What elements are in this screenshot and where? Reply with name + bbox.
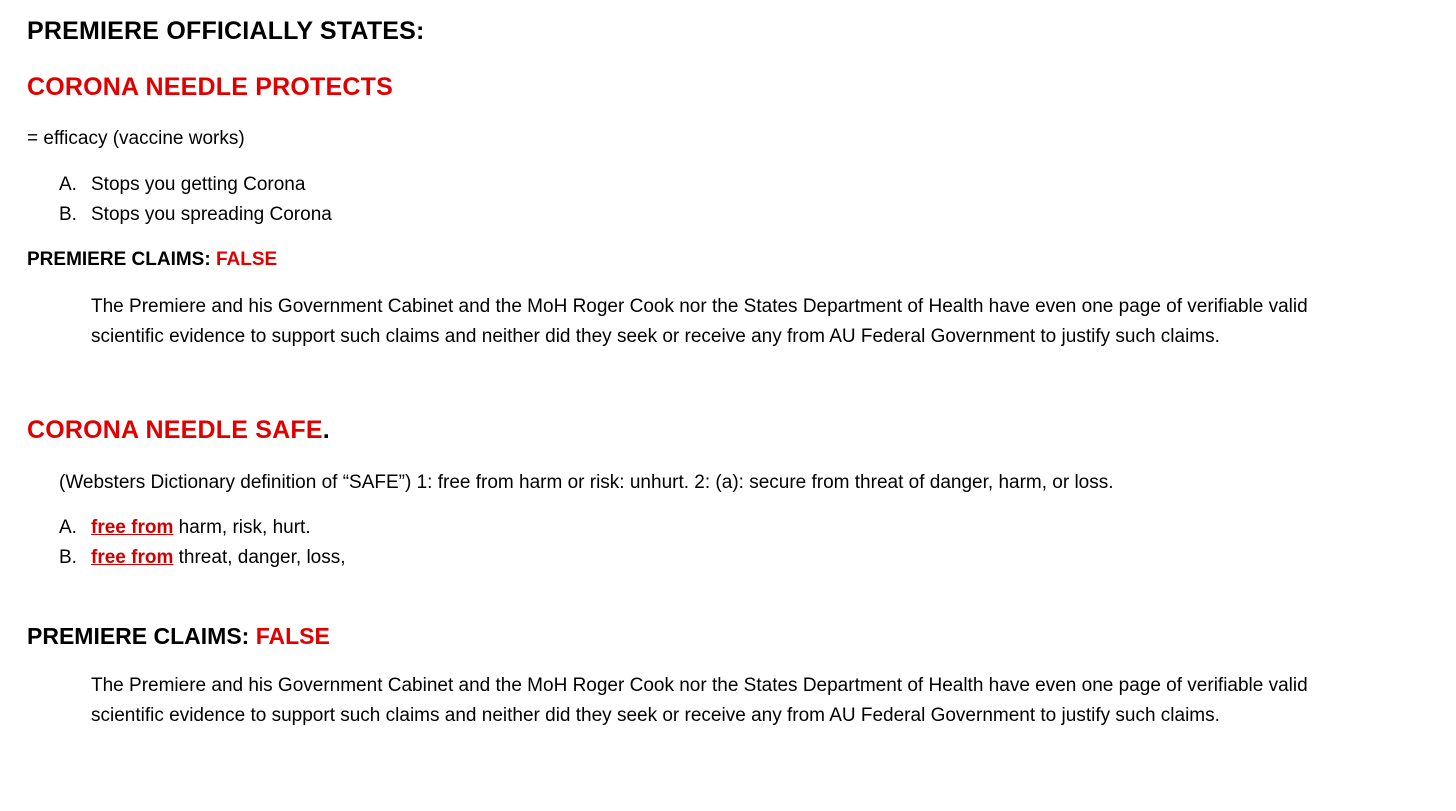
emphasis-text: free from: [91, 517, 174, 538]
section-title-text: CORONA NEEDLE SAFE: [27, 416, 323, 444]
list-item: [59, 200, 332, 230]
claims-verdict: FALSE: [215, 249, 278, 270]
section-title-safe: [27, 416, 330, 445]
list-item-text: Stops you spreading Corona: [91, 204, 332, 225]
list-item: [59, 170, 305, 200]
evidence-paragraph-line: The Premiere and his Government Cabinet and the MoH Roger Cook nor the States Department of Health have even one page of verifiable valid: [91, 675, 1308, 696]
section-title-protects: CORONA NEEDLE PROTECTS: [27, 73, 393, 101]
list-item: [59, 513, 311, 543]
dictionary-definition: (Websters Dictionary definition of “SAFE”) 1: free from harm or risk: unhurt. 2: (a): secure from threat of danger, harm, or loss.: [59, 472, 1114, 493]
evidence-paragraph-line: The Premiere and his Government Cabinet and the MoH Roger Cook nor the States Department of Health have even one page of verifiable valid: [91, 296, 1308, 317]
list-item-text: Stops you getting Corona: [91, 174, 306, 195]
list-item-text: harm, risk, hurt.: [173, 517, 311, 538]
claims-label: PREMIERE CLAIMS:: [27, 249, 216, 270]
evidence-paragraph-line: scientific evidence to support such claims and neither did they seek or receive any from AU Federal Government to justify such claims.: [91, 326, 1220, 347]
list-marker: B.: [59, 204, 77, 225]
efficacy-subtitle: = efficacy (vaccine works): [27, 128, 245, 149]
list-item: [59, 543, 346, 573]
claims-label: PREMIERE CLAIMS:: [27, 623, 256, 649]
list-marker: B.: [59, 547, 77, 568]
claims-heading: [27, 623, 330, 650]
list-marker: A.: [59, 517, 77, 538]
section-title-period: .: [322, 416, 330, 444]
evidence-paragraph-line: scientific evidence to support such claims and neither did they seek or receive any from AU Federal Government to justify such claims.: [91, 705, 1220, 726]
list-marker: A.: [59, 174, 77, 195]
emphasis-text: free from: [91, 547, 174, 568]
claims-heading: [27, 249, 277, 271]
claims-verdict: FALSE: [255, 623, 330, 649]
list-item-text: threat, danger, loss,: [173, 547, 346, 568]
page-title: PREMIERE OFFICIALLY STATES:: [27, 17, 425, 45]
